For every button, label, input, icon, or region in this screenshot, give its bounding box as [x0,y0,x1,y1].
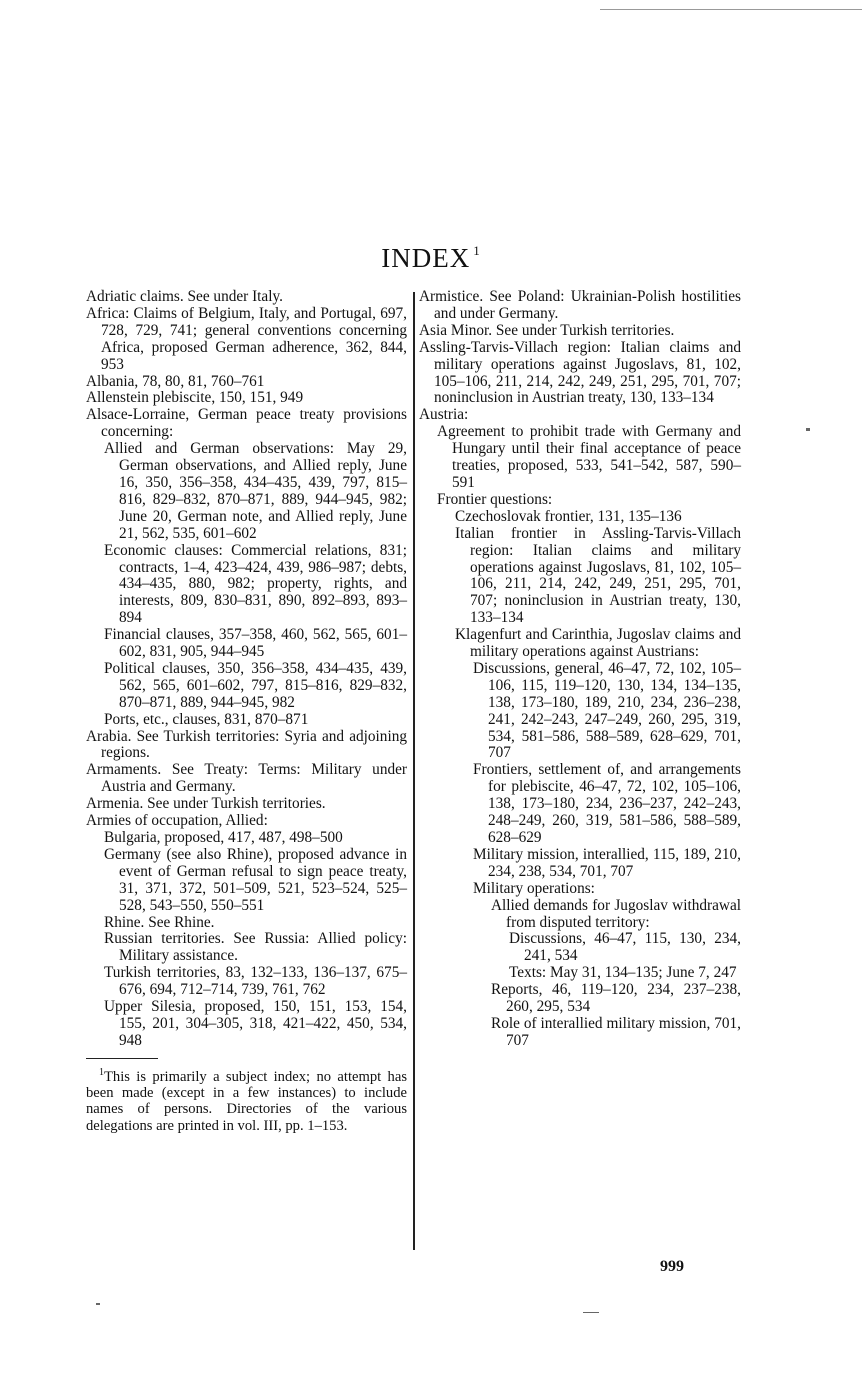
index-entry: Austria: [419,406,469,424]
index-entry: Agreement to prohibit trade with Germany and Hungary until their final acceptance of peace treaties, proposed, 533, 541–542, 587, 590–591 [437,423,741,491]
right-index-entries [419,289,741,1050]
index-entry: Allenstein plebiscite, 150, 151, 949 [86,389,304,407]
page-title [0,243,862,274]
index-entry: Turkish territories, 83, 132–133, 136–137, 675–676, 694, 712–714, 739, 761, 762 [104,964,407,999]
page-number: 999 [660,1258,684,1275]
index-entry: Russian territories. See Russia: Allied policy: Military assistance. [104,930,407,965]
index-entry: Armenia. See under Turkish territories. [86,795,326,813]
title-footnote-mark: 1 [473,243,481,258]
index-entry: Germany (see also Rhine), proposed advance in event of German refusal to sign peace treaty, 31, 371, 372, 501–509, 521, 523–524, 525–528, 543–550, 550–551 [104,845,407,914]
index-entry: Financial clauses, 357–358, 460, 562, 565, 601–602, 831, 905, 944–945 [104,626,407,661]
index-entry: Reports, 46, 119–120, 234, 237–238, 260, 295, 534 [491,981,741,1016]
index-entry: Ports, etc., clauses, 831, 870–871 [104,710,309,728]
index-entry: Klagenfurt and Carinthia, Jugoslav claims and military operations against Austrians: [455,626,741,661]
index-entry: Discussions, 46–47, 115, 130, 234, 241, 534 [509,930,741,965]
page-title-text: INDEX [381,243,471,273]
scan-speck [583,1312,599,1313]
index-entry: Discussions, general, 46–47, 72, 102, 105–106, 115, 119–120, 130, 134, 134–135, 138, 173–180, 189, 210, 234, 236–238, 241, 242–243, 247–249, 260, 295, 319, 534, 581–586, 588–589, 628–629, 701, 707 [473,659,741,762]
index-entry: Alsace-Lorraine, German peace treaty provisions concerning: [86,406,407,441]
index-entry: Armies of occupation, Allied: [86,812,268,830]
footnote-mark: 1 [99,1066,104,1078]
right-column [419,289,741,1050]
index-entry: Political clauses, 350, 356–358, 434–435, 439, 562, 565, 601–602, 797, 815–816, 829–832, 870–871, 889, 944–945, 982 [104,659,407,711]
top-edge-rule [600,9,862,10]
index-entry: Armaments. See Treaty: Terms: Military under Austria and Germany. [86,761,407,796]
footnote-rule [86,1058,158,1059]
index-entry: Africa: Claims of Belgium, Italy, and Portugal, 697, 728, 729, 741; general conventions concerning Africa, proposed German adherence, 362, 844, 953 [86,304,407,373]
index-entry: Arabia. See Turkish territories: Syria and adjoining regions. [86,727,407,762]
index-entry: Bulgaria, proposed, 417, 487, 498–500 [104,829,343,846]
index-entry: Armistice. See Poland: Ukrainian-Polish hostilities and under Germany. [419,288,741,322]
index-entry: Military operations: [473,879,595,897]
index-entry: Rhine. See Rhine. [104,913,215,931]
index-entry: Adriatic claims. See under Italy. [86,288,283,305]
index-entry: Frontiers, settlement of, and arrangements for plebiscite, 46–47, 72, 102, 105–106, 138, 173–180, 234, 236–237, 242–243, 248–249, 260, 319, 581–586, 588–589, 628–629 [473,761,741,846]
index-entry: Czechoslovak frontier, 131, 135–136 [455,507,682,525]
index-entry: Italian frontier in Assling-Tarvis-Villach region: Italian claims and military operations against Jugoslavs, 81, 102, 105–106, 211, 214, 242, 249, 251, 295, 701, 707; noninclusion in Austrian treaty, 130, 133–134 [455,524,741,627]
index-entry: Asia Minor. See under Turkish territories. [419,321,675,339]
index-entry: Frontier questions: [437,490,553,508]
index-entry: Role of interallied military mission, 701, 707 [491,1014,741,1049]
column-divider [413,292,415,1250]
index-entry: Military mission, interallied, 115, 189, 210, 234, 238, 534, 701, 707 [473,845,741,880]
scan-speck [96,1303,100,1305]
index-entry: Assling-Tarvis-Villach region: Italian claims and military operations against Jugoslavs, 81, 102, 105–106, 211, 214, 242, 249, 251, 295, 701, 707; noninclusion in Austrian treaty, 130, 133–134 [419,338,741,407]
footnote [86,1065,407,1134]
index-entry: Economic clauses: Commercial relations, 831; contracts, 1–4, 423–424, 439, 986–987; debts, 434–435, 880, 982; property, rights, and interests, 809, 830–831, 890, 892–893, 893–894 [104,541,407,627]
scan-speck [806,428,810,431]
index-entry: Upper Silesia, proposed, 150, 151, 153, 154, 155, 201, 304–305, 318, 421–422, 450, 534, 948 [104,998,407,1049]
footnote-text: This is primarily a subject index; no attempt has been made (except in a few instances) to include names of persons. Directories of the various delegations are printed in vol. III, pp. 1–153. [86,1068,407,1134]
index-entry: Allied and German observations: May 29, German observations, and Allied reply, June 16, 350, 356–358, 434–435, 439, 797, 815–816, 829–832, 870–871, 889, 944–945, 982; June 20, German note, and Allied reply, June 21, 562, 535, 601–602 [104,440,407,542]
index-entry: Albania, 78, 80, 81, 760–761 [86,372,265,390]
index-entry: Texts: May 31, 134–135; June 7, 247 [509,964,737,982]
index-entry: Allied demands for Jugoslav withdrawal from disputed territory: [491,896,741,931]
left-column [86,289,407,1134]
left-index-entries [86,289,407,1050]
